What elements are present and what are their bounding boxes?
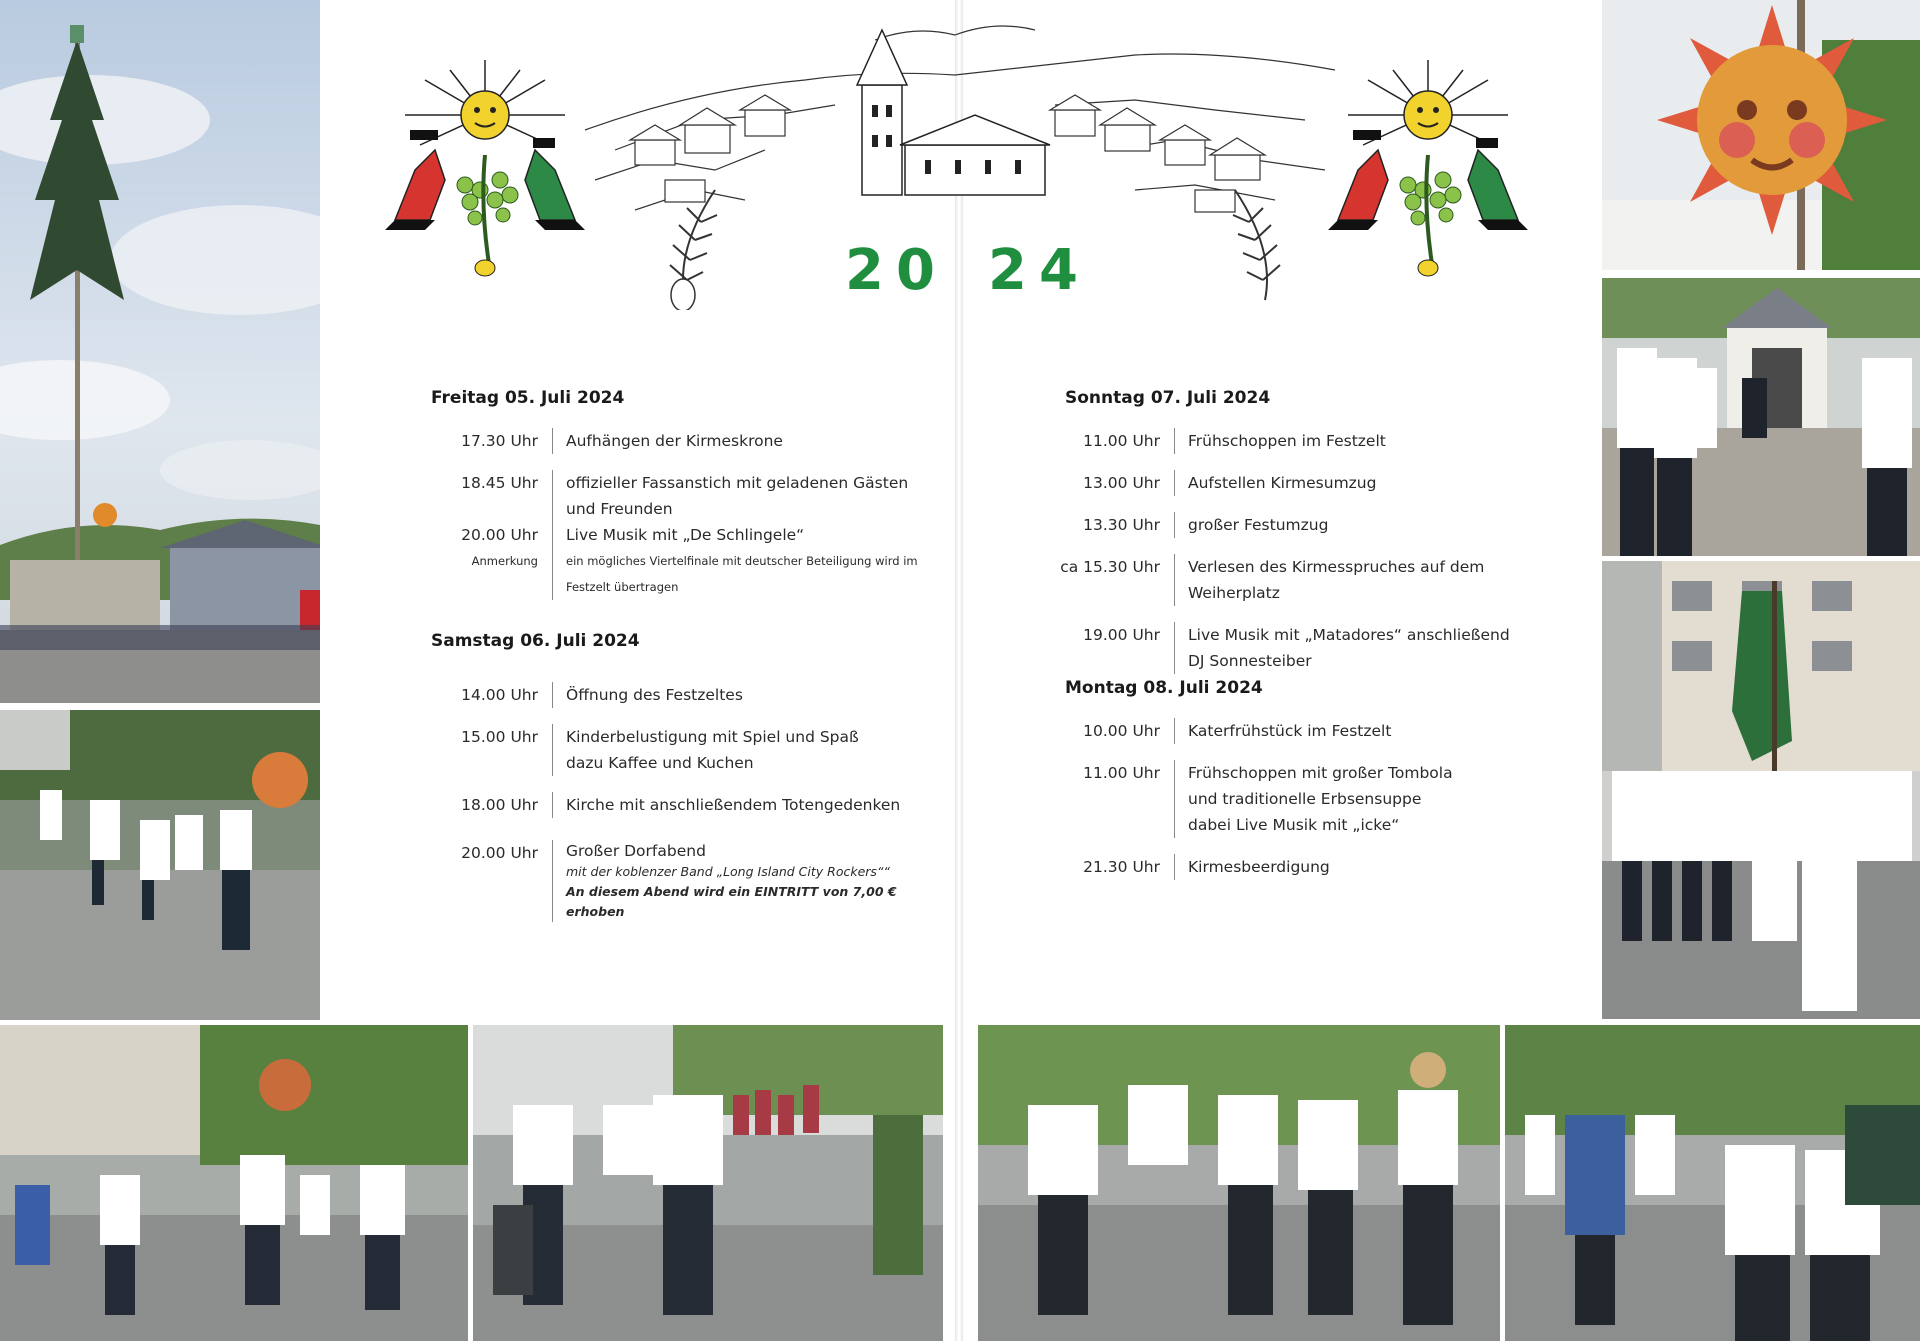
event-subline: mit der koblenzer Band „Long Island City Rockers““ (566, 864, 890, 879)
event-list-monday (1055, 718, 1573, 880)
event-time: 15.00 Uhr (461, 728, 538, 746)
event-line-2: und traditionelle Erbsensuppe (1188, 790, 1422, 808)
event-time: 11.00 Uhr (1083, 764, 1160, 782)
event-description: Kirche mit anschließendem Totengedenken (552, 792, 936, 818)
event-line-1: Frühschoppen mit großer Tombola (1188, 764, 1453, 782)
event-description: Aufhängen der Kirmeskrone (552, 428, 936, 454)
event-description: großer Festumzug (1174, 512, 1573, 538)
event-row (431, 682, 936, 724)
event-time: 18.45 Uhr (461, 474, 538, 492)
event-time: 20.00 Uhr (461, 526, 538, 544)
event-time: 14.00 Uhr (461, 686, 538, 704)
event-row (431, 522, 936, 548)
event-row (1055, 554, 1573, 622)
event-entry-fee-note: An diesem Abend wird ein EINTRITT von 7,00 € erhoben (566, 884, 897, 919)
event-description: Öffnung des Festzeltes (552, 682, 936, 708)
day-title-monday: Montag 08. Juli 2024 (1065, 678, 1263, 698)
event-line-1: Großer Dorfabend (566, 842, 706, 860)
event-description: offizieller Fassanstich mit geladenen Gästen und Freunden (552, 470, 936, 522)
event-line-1: Kinderbelustigung mit Spiel und Spaß (566, 728, 859, 746)
photo-sun-decoration (1602, 0, 1920, 270)
event-list-friday (431, 428, 936, 600)
event-row (1055, 854, 1573, 880)
photo-maypole (0, 0, 320, 703)
photo-parade-street-2 (978, 1025, 1500, 1341)
year-digits-right: 24 (988, 238, 1090, 303)
kirmes-logo-right (1328, 60, 1528, 280)
event-list-saturday (431, 682, 936, 922)
day-title-friday: Freitag 05. Juli 2024 (431, 388, 625, 408)
event-description: Kirmesbeerdigung (1174, 854, 1573, 880)
event-note-label: Anmerkung (471, 554, 538, 568)
event-row (1055, 760, 1573, 854)
event-time: ca 15.30 Uhr (1060, 558, 1160, 576)
photo-flag-bearer (1602, 561, 1920, 1019)
event-description: Frühschoppen im Festzelt (1174, 428, 1573, 454)
event-time: 17.30 Uhr (461, 432, 538, 450)
kirmes-logo-left (385, 60, 585, 280)
event-time: 18.00 Uhr (461, 796, 538, 814)
event-line-3: dabei Live Musik mit „icke“ (1188, 816, 1400, 834)
event-description: Aufstellen Kirmesumzug (1174, 470, 1573, 496)
photo-band-parade (473, 1025, 943, 1341)
event-note: ein mögliches Viertelfinale mit deutscher Beteiligung wird im Festzelt übertragen (552, 548, 936, 600)
event-description: Katerfrühstück im Festzelt (1174, 718, 1573, 744)
event-row (431, 724, 936, 792)
photo-parade-street-1 (0, 1025, 468, 1341)
event-time: 20.00 Uhr (461, 844, 538, 862)
event-row (431, 428, 936, 470)
photo-children-parade (0, 710, 320, 1020)
event-description: Verlesen des Kirmesspruches auf dem Weiherplatz (1174, 554, 1573, 606)
event-description (552, 840, 936, 922)
year-digits-left: 20 (845, 238, 947, 303)
event-line-2: dazu Kaffee und Kuchen (566, 754, 754, 772)
event-time: 13.30 Uhr (1083, 516, 1160, 534)
event-description: Live Musik mit „Matadores“ anschließend DJ Sonnesteiber (1174, 622, 1518, 674)
event-list-sunday (1055, 428, 1573, 674)
event-row (431, 470, 936, 522)
event-time: 10.00 Uhr (1083, 722, 1160, 740)
event-row (1055, 470, 1573, 512)
village-sketch (575, 10, 1345, 310)
photo-chapel-gathering (1602, 278, 1920, 556)
event-row (1055, 718, 1573, 760)
event-description (552, 724, 936, 776)
event-time: 21.30 Uhr (1083, 858, 1160, 876)
day-title-sunday: Sonntag 07. Juli 2024 (1065, 388, 1271, 408)
event-row (1055, 428, 1573, 470)
event-row (431, 792, 936, 840)
event-row (1055, 622, 1573, 674)
photo-parade-street-3 (1505, 1025, 1920, 1341)
event-time: 13.00 Uhr (1083, 474, 1160, 492)
event-time: 19.00 Uhr (1083, 626, 1160, 644)
event-description: Live Musik mit „De Schlingele“ (552, 522, 936, 548)
event-row (1055, 512, 1573, 554)
event-description (1174, 760, 1573, 838)
event-row (431, 840, 936, 922)
event-time: 11.00 Uhr (1083, 432, 1160, 450)
day-title-saturday: Samstag 06. Juli 2024 (431, 631, 640, 651)
event-row (431, 548, 936, 600)
